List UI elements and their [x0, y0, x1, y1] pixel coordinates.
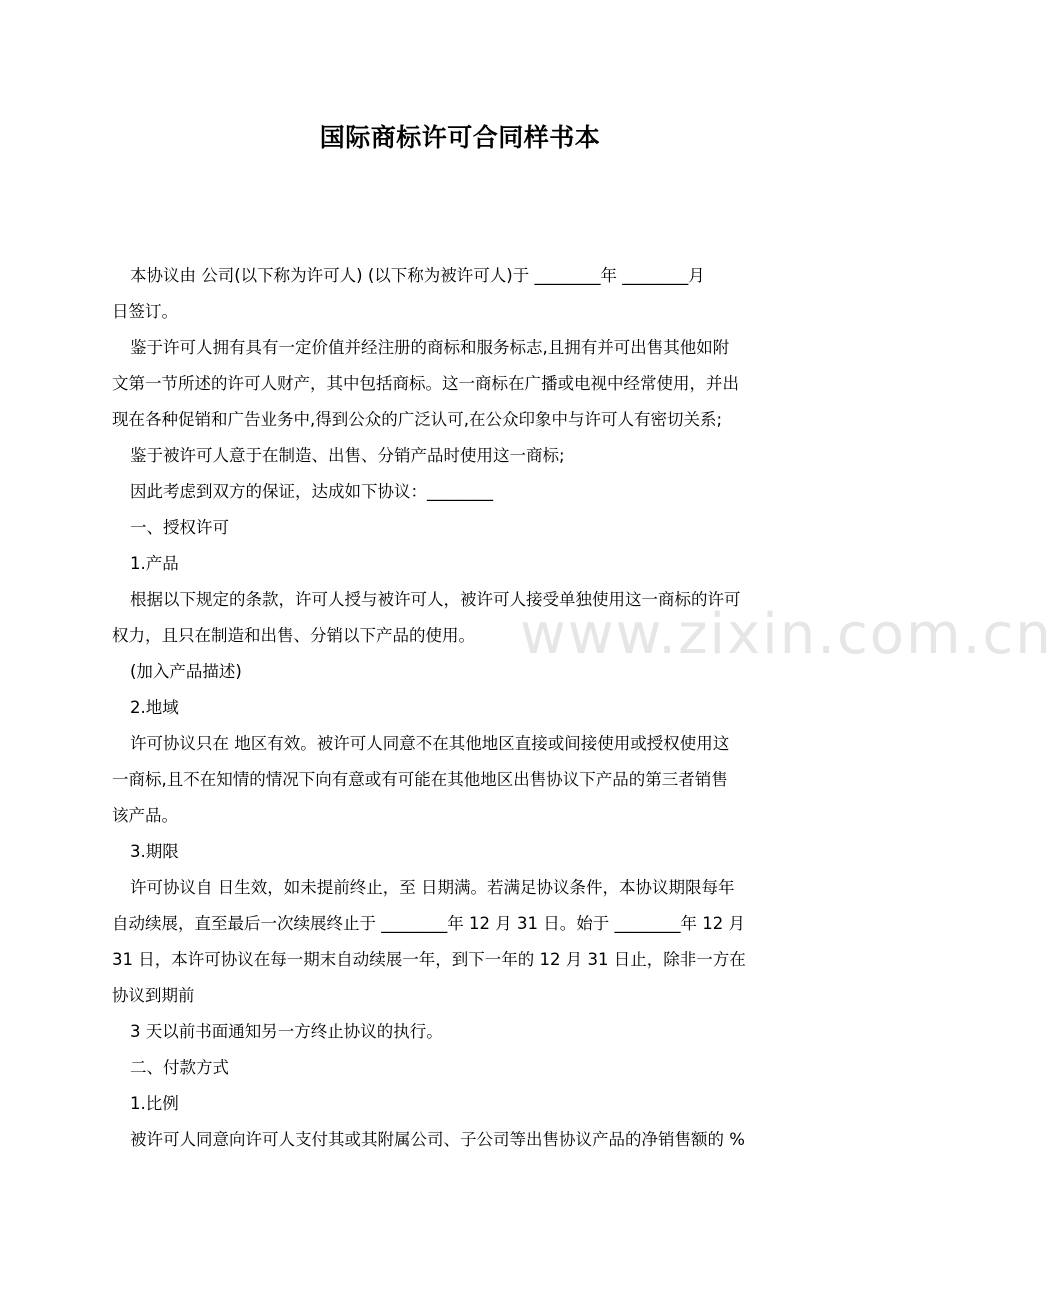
paragraph-line: 根据以下规定的条款，许可人授与被许可人，被许可人接受单独使用这一商标的许可 — [130, 590, 741, 609]
paragraph-line: 协议到期前 — [112, 986, 195, 1005]
paragraph-line: 被许可人同意向许可人支付其或其附属公司、子公司等出售协议产品的净销售额的 % — [130, 1130, 745, 1149]
subsection-heading: 2.地域 — [130, 698, 179, 717]
paragraph-line: 3 天以前书面通知另一方终止协议的执行。 — [130, 1022, 443, 1041]
paragraph-line: 许可协议自 日生效，如未提前终止，至 日期满。若满足协议条件，本协议期限每年 — [130, 878, 735, 897]
paragraph-line: 鉴于许可人拥有具有一定价值并经注册的商标和服务标志,且拥有并可出售其他如附 — [130, 338, 730, 357]
subsection-heading: 1.产品 — [130, 554, 179, 573]
watermark: www.zixin.com.cn — [520, 602, 1053, 667]
paragraph-line: 鉴于被许可人意于在制造、出售、分销产品时使用这一商标; — [130, 446, 565, 465]
paragraph-line: (加入产品描述) — [130, 662, 242, 681]
subsection-heading: 1.比例 — [130, 1094, 179, 1113]
section-heading: 二、付款方式 — [130, 1058, 229, 1077]
paragraph-line: 因此考虑到双方的保证，达成如下协议：________ — [130, 482, 493, 501]
section-heading: 一、授权许可 — [130, 518, 229, 537]
paragraph-line: 文第一节所述的许可人财产，其中包括商标。这一商标在广播或电视中经常使用，并出 — [112, 374, 739, 393]
paragraph-line: 日签订。 — [112, 302, 178, 321]
subsection-heading: 3.期限 — [130, 842, 179, 861]
paragraph-line: 本协议由 公司(以下称为许可人) (以下称为被许可人)于 ________年 ________月 — [130, 266, 705, 285]
paragraph-line: 自动续展，直至最后一次续展终止于 ________年 12 月 31 日。始于 ________年 12 月 — [112, 914, 745, 933]
document-title: 国际商标许可合同样书本 — [319, 123, 601, 152]
paragraph-line: 许可协议只在 地区有效。被许可人同意不在其他地区直接或间接使用或授权使用这 — [130, 734, 730, 753]
paragraph-line: 该产品。 — [112, 806, 178, 825]
paragraph-line: 31 日，本许可协议在每一期末自动续展一年，到下一年的 12 月 31 日止，除非一方在 — [112, 950, 746, 969]
paragraph-line: 现在各种促销和广告业务中,得到公众的广泛认可,在公众印象中与许可人有密切关系; — [112, 410, 723, 429]
paragraph-line: 权力，且只在制造和出售、分销以下产品的使用。 — [112, 626, 475, 645]
paragraph-line: 一商标,且不在知情的情况下向有意或有可能在其他地区出售协议下产品的第三者销售 — [112, 770, 728, 789]
